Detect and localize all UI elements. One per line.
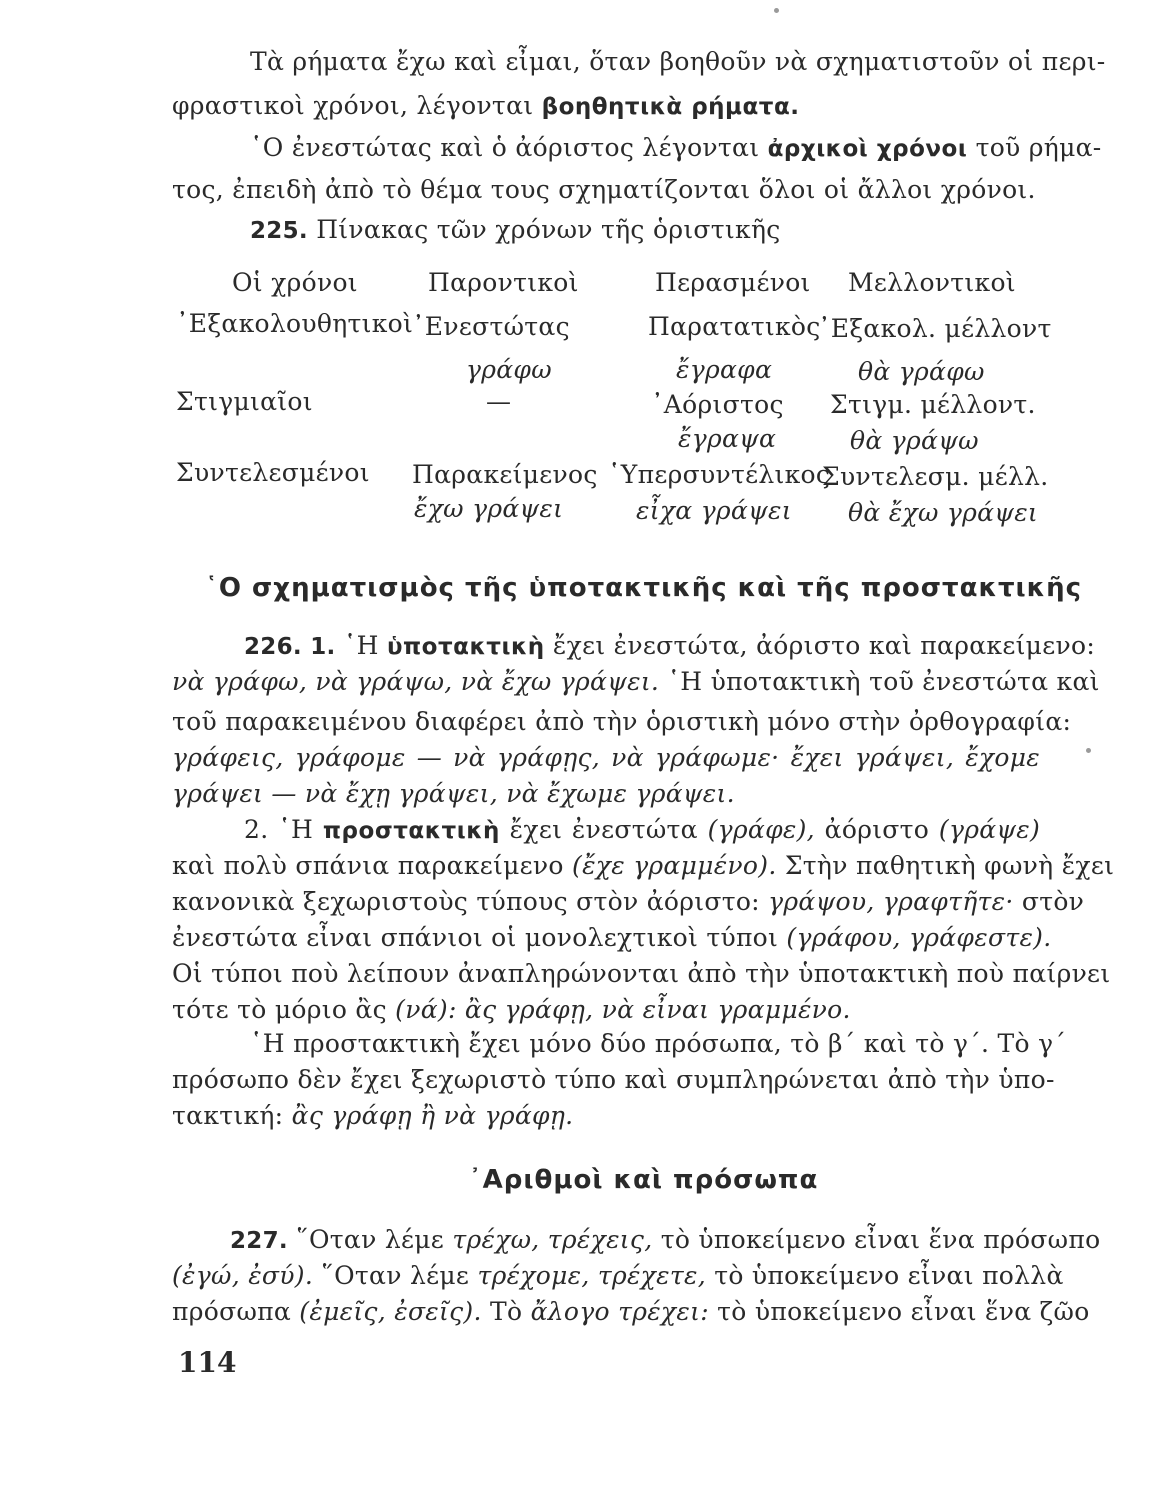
term-primary-tenses: ἀρχικοὶ χρόνοι: [767, 136, 968, 162]
table-cell: θὰ γράφω: [858, 357, 985, 386]
s227-line-1: 227. ῞Οταν λέμε τρέχω, τρέχεις, τὸ ὑποκείμενο εἶναι ἕνα πρόσωπο: [230, 1225, 1101, 1254]
table-header-col-0: Οἱ χρόνοι: [232, 268, 358, 297]
term-imperative: προστακτικὴ: [322, 818, 500, 844]
term-auxiliary-verbs: βοηθητικὰ ρήματα.: [541, 94, 800, 120]
table-cell: εἶχα γράψει: [636, 496, 792, 525]
s226-line-4: γράφεις, γράφομε — νὰ γράφῃς, νὰ γράφωμε· ἔχει γράψει, ἔχομε: [172, 743, 1040, 772]
scan-speck: [774, 8, 779, 13]
term-subjunctive: ὑποτακτικὴ: [386, 634, 545, 660]
s226-p2-line-5: Οἱ τύποι ποὺ λείπουν ἀναπληρώνονται ἀπὸ τὴν ὑποτακτικὴ ποὺ παίρνει: [172, 959, 1111, 988]
table-cell: ᾿Εξακολ. μέλλοντ: [818, 314, 1052, 343]
s226-line-2: νὰ γράφω, νὰ γράψω, νὰ ἔχω γράψει. ῾Η ὑποτακτικὴ τοῦ ἐνεστώτα καὶ: [172, 667, 1100, 696]
table-cell: ἔχω γράψει: [414, 494, 564, 523]
table-cell: Στιγμ. μέλλοντ.: [830, 390, 1036, 419]
s227-line-2: (ἐγώ, ἐσύ). ῞Οταν λέμε τρέχομε, τρέχετε, τὸ ὑποκείμενο εἶναι πολλὰ: [172, 1261, 1064, 1290]
table-header-col-2: Περασμένοι: [655, 268, 811, 297]
table-cell: —: [486, 387, 512, 416]
intro-line-4: τος, ἐπειδὴ ἀπὸ τὸ θέμα τους σχηματίζονται ὅλοι οἱ ἄλλοι χρόνοι.: [172, 175, 1036, 204]
heading-subjunctive-imperative: ῾Ο σχηματισμὸς τῆς ὑποτακτικῆς καὶ τῆς προστακτικῆς: [204, 573, 1083, 603]
s226-p2-line-4: ἐνεστώτα εἶναι σπάνιοι οἱ μονολεχτικοὶ τύποι (γράφου, γράφεστε).: [172, 923, 1052, 952]
table-cell: Παρατατικὸς: [648, 312, 821, 341]
table-cell: ᾿Ενεστώτας: [412, 312, 570, 341]
s227-line-3: πρόσωπα (ἐμεῖς, ἐσεῖς). Τὸ ἄλογο τρέχει: τὸ ὑποκείμενο εἶναι ἕνα ζῶο: [172, 1297, 1090, 1326]
intro-line-2: φραστικοὶ χρόνοι, λέγονται βοηθητικὰ ρήματα.: [172, 91, 800, 120]
s226-p3-line-2: πρόσωπο δὲν ἔχει ξεχωριστὸ τύπο καὶ συμπληρώνεται ἀπὸ τὴν ὑπο-: [172, 1065, 1055, 1094]
s226-line-1: 226. 1. ῾Η ὑποτακτικὴ ἔχει ἐνεστώτα, ἀόριστο καὶ παρακείμενο:: [244, 631, 1096, 660]
table-cell: θὰ ἔχω γράψει: [848, 498, 1039, 527]
table-cell: ᾿Εξακολουθητικοὶ: [176, 309, 414, 338]
s226-p2-line-3: κανονικὰ ξεχωριστοὺς τύπους στὸν ἀόριστο: γράψου, γραφτῆτε· στὸν: [172, 887, 1085, 916]
table-cell: Στιγμιαῖοι: [176, 387, 313, 416]
s226-line-3: τοῦ παρακειμένου διαφέρει ἀπὸ τὴν ὁριστικὴ μόνο στὴν ὀρθογραφία:: [172, 707, 1072, 736]
s226-p2-line-1: 2. ῾Η προστακτικὴ ἔχει ἐνεστώτα (γράφε), ἀόριστο (γράψε): [244, 815, 1041, 844]
s226-p2-line-6: τότε τὸ μόριο ἂς (νά): ἂς γράφῃ, νὰ εἶναι γραμμένο.: [172, 995, 851, 1024]
s226-line-5: γράψει — νὰ ἔχῃ γράψει, νὰ ἔχωμε γράψει.: [172, 779, 735, 808]
table-header-col-3: Μελλοντικοὶ: [848, 268, 1016, 297]
table-cell: ἔγραψα: [678, 424, 777, 453]
s226-p3-line-3: τακτική: ἂς γράφῃ ἢ νὰ γράφῃ.: [172, 1101, 574, 1130]
intro-line-3: ῾Ο ἐνεστώτας καὶ ὁ ἀόριστος λέγονται ἀρχικοὶ χρόνοι τοῦ ρήμα-: [250, 133, 1102, 162]
scan-speck: [1086, 748, 1091, 753]
table-cell: θὰ γράψω: [850, 426, 979, 455]
section-225-title: 225. Πίνακας τῶν χρόνων τῆς ὁριστικῆς: [250, 215, 781, 244]
s226-p3-line-1: ῾Η προστακτικὴ ἔχει μόνο δύο πρόσωπα, τὸ β΄ καὶ τὸ γ΄. Τὸ γ΄: [250, 1029, 1067, 1058]
page-number: 114: [178, 1346, 237, 1379]
table-cell: γράφω: [466, 355, 552, 384]
table-cell: Παρακείμενος: [412, 460, 598, 489]
table-cell: ἔγραφα: [676, 355, 773, 384]
s226-p2-line-2: καὶ πολὺ σπάνια παρακείμενο (ἔχε γραμμένο). Στὴν παθητικὴ φωνὴ ἔχει: [172, 851, 1115, 880]
table-cell: Συντελεσμ. μέλλ.: [822, 462, 1049, 491]
table-header-col-1: Παροντικοὶ: [428, 268, 579, 297]
table-cell: Συντελεσμένοι: [176, 458, 370, 487]
table-cell: ᾿Αόριστος: [651, 390, 784, 419]
heading-numbers-persons: ᾿Αριθμοὶ καὶ πρόσωπα: [468, 1165, 819, 1195]
table-cell: ῾Υπερσυντέλικος: [608, 460, 831, 489]
intro-line-1: Τὰ ρήματα ἔχω καὶ εἶμαι, ὅταν βοηθοῦν νὰ σχηματιστοῦν οἱ περι-: [250, 47, 1106, 76]
